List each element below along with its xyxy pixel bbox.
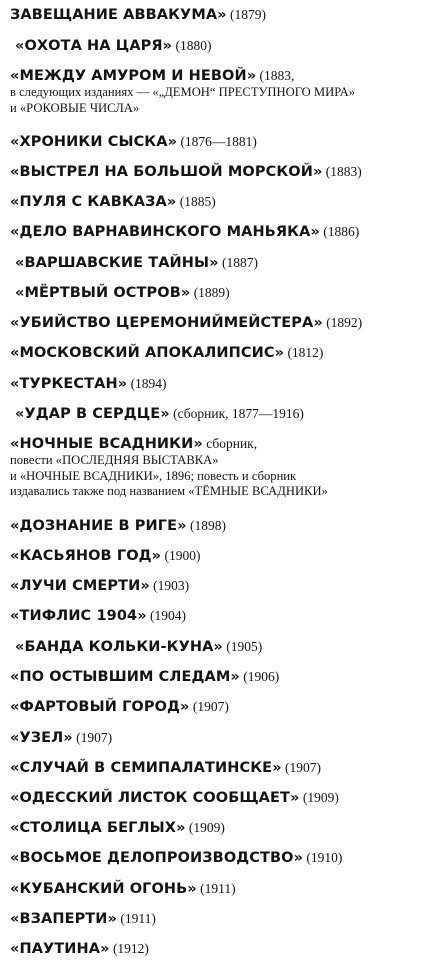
list-item: «УДАР В СЕРДЦЕ» (сборник, 1877—1916) [15, 406, 304, 422]
list-item: «ПАУТИНА» (1912) [10, 941, 149, 957]
list-item: «ОХОТА НА ЦАРЯ» (1880) [15, 38, 212, 54]
list-item: «ВЫСТРЕЛ НА БОЛЬШОЙ МОРСКОЙ» (1883) [10, 164, 362, 180]
list-item: «УБИЙСТВО ЦЕРЕМОНИЙМЕЙСТЕРА» (1892) [10, 315, 363, 331]
list-item: «ПУЛЯ С КАВКАЗА» (1885) [10, 194, 216, 210]
list-item: «ФАРТОВЫЙ ГОРОД» (1907) [10, 699, 229, 715]
list-item: «ПО ОСТЫВШИМ СЛЕДАМ» (1906) [10, 669, 280, 685]
list-item: «КАСЬЯНОВ ГОД» (1900) [10, 548, 201, 564]
list-item: «СЛУЧАЙ В СЕМИПАЛАТИНСКЕ» (1907) [10, 760, 321, 776]
list-item: ЗАВЕЩАНИЕ АВВАКУМА» (1879) [10, 7, 267, 23]
list-item: «ХРОНИКИ СЫСКА» (1876—1881) [10, 134, 257, 150]
list-item: «УЗЕЛ» (1907) [10, 730, 113, 746]
list-item: «БАНДА КОЛЬКИ-КУНА» (1905) [15, 639, 263, 655]
list-item: «МОСКОВСКИЙ АПОКАЛИПСИС» (1812) [10, 345, 324, 361]
list-item: «ДОЗНАНИЕ В РИГЕ» (1898) [10, 518, 226, 534]
list-item: «ЛУЧИ СМЕРТИ» (1903) [10, 578, 190, 594]
list-item: «ТУРКЕСТАН» (1894) [10, 376, 167, 392]
list-item: «НОЧНЫЕ ВСАДНИКИ» сборник, повести «ПОСЛЕДНЯЯ ВЫСТАВКА» и «НОЧНЫЕ ВСАДНИКИ», 1896; повесть и сборник издавались также под названием «ТЁМНЫЕ ВСАДНИКИ» [10, 436, 328, 498]
list-item: «МЕЖДУ АМУРОМ И НЕВОЙ» (1883, в следующих изданиях — «„ДЕМОН“ ПРЕСТУПНОГО МИРА» и «РОКОВЫЕ ЧИСЛА» [10, 68, 355, 115]
list-item: «ОДЕССКИЙ ЛИСТОК СООБЩАЕТ» (1909) [10, 790, 339, 806]
list-item: «ТИФЛИС 1904» (1904) [10, 608, 187, 624]
list-item: «КУБАНСКИЙ ОГОНЬ» (1911) [10, 881, 236, 897]
list-item: «СТОЛИЦА БЕГЛЫХ» (1909) [10, 820, 225, 836]
list-item: «ВОСЬМОЕ ДЕЛОПРОИЗВОДСТВО» (1910) [10, 850, 343, 866]
list-item: «МЁРТВЫЙ ОСТРОВ» (1889) [15, 285, 230, 301]
list-item: «ВАРШАВСКИЕ ТАЙНЫ» (1887) [15, 255, 258, 271]
list-item: «ДЕЛО ВАРНАВИНСКОГО МАНЬЯКА» (1886) [10, 224, 360, 240]
list-item: «ВЗАПЕРТИ» (1911) [10, 911, 156, 927]
